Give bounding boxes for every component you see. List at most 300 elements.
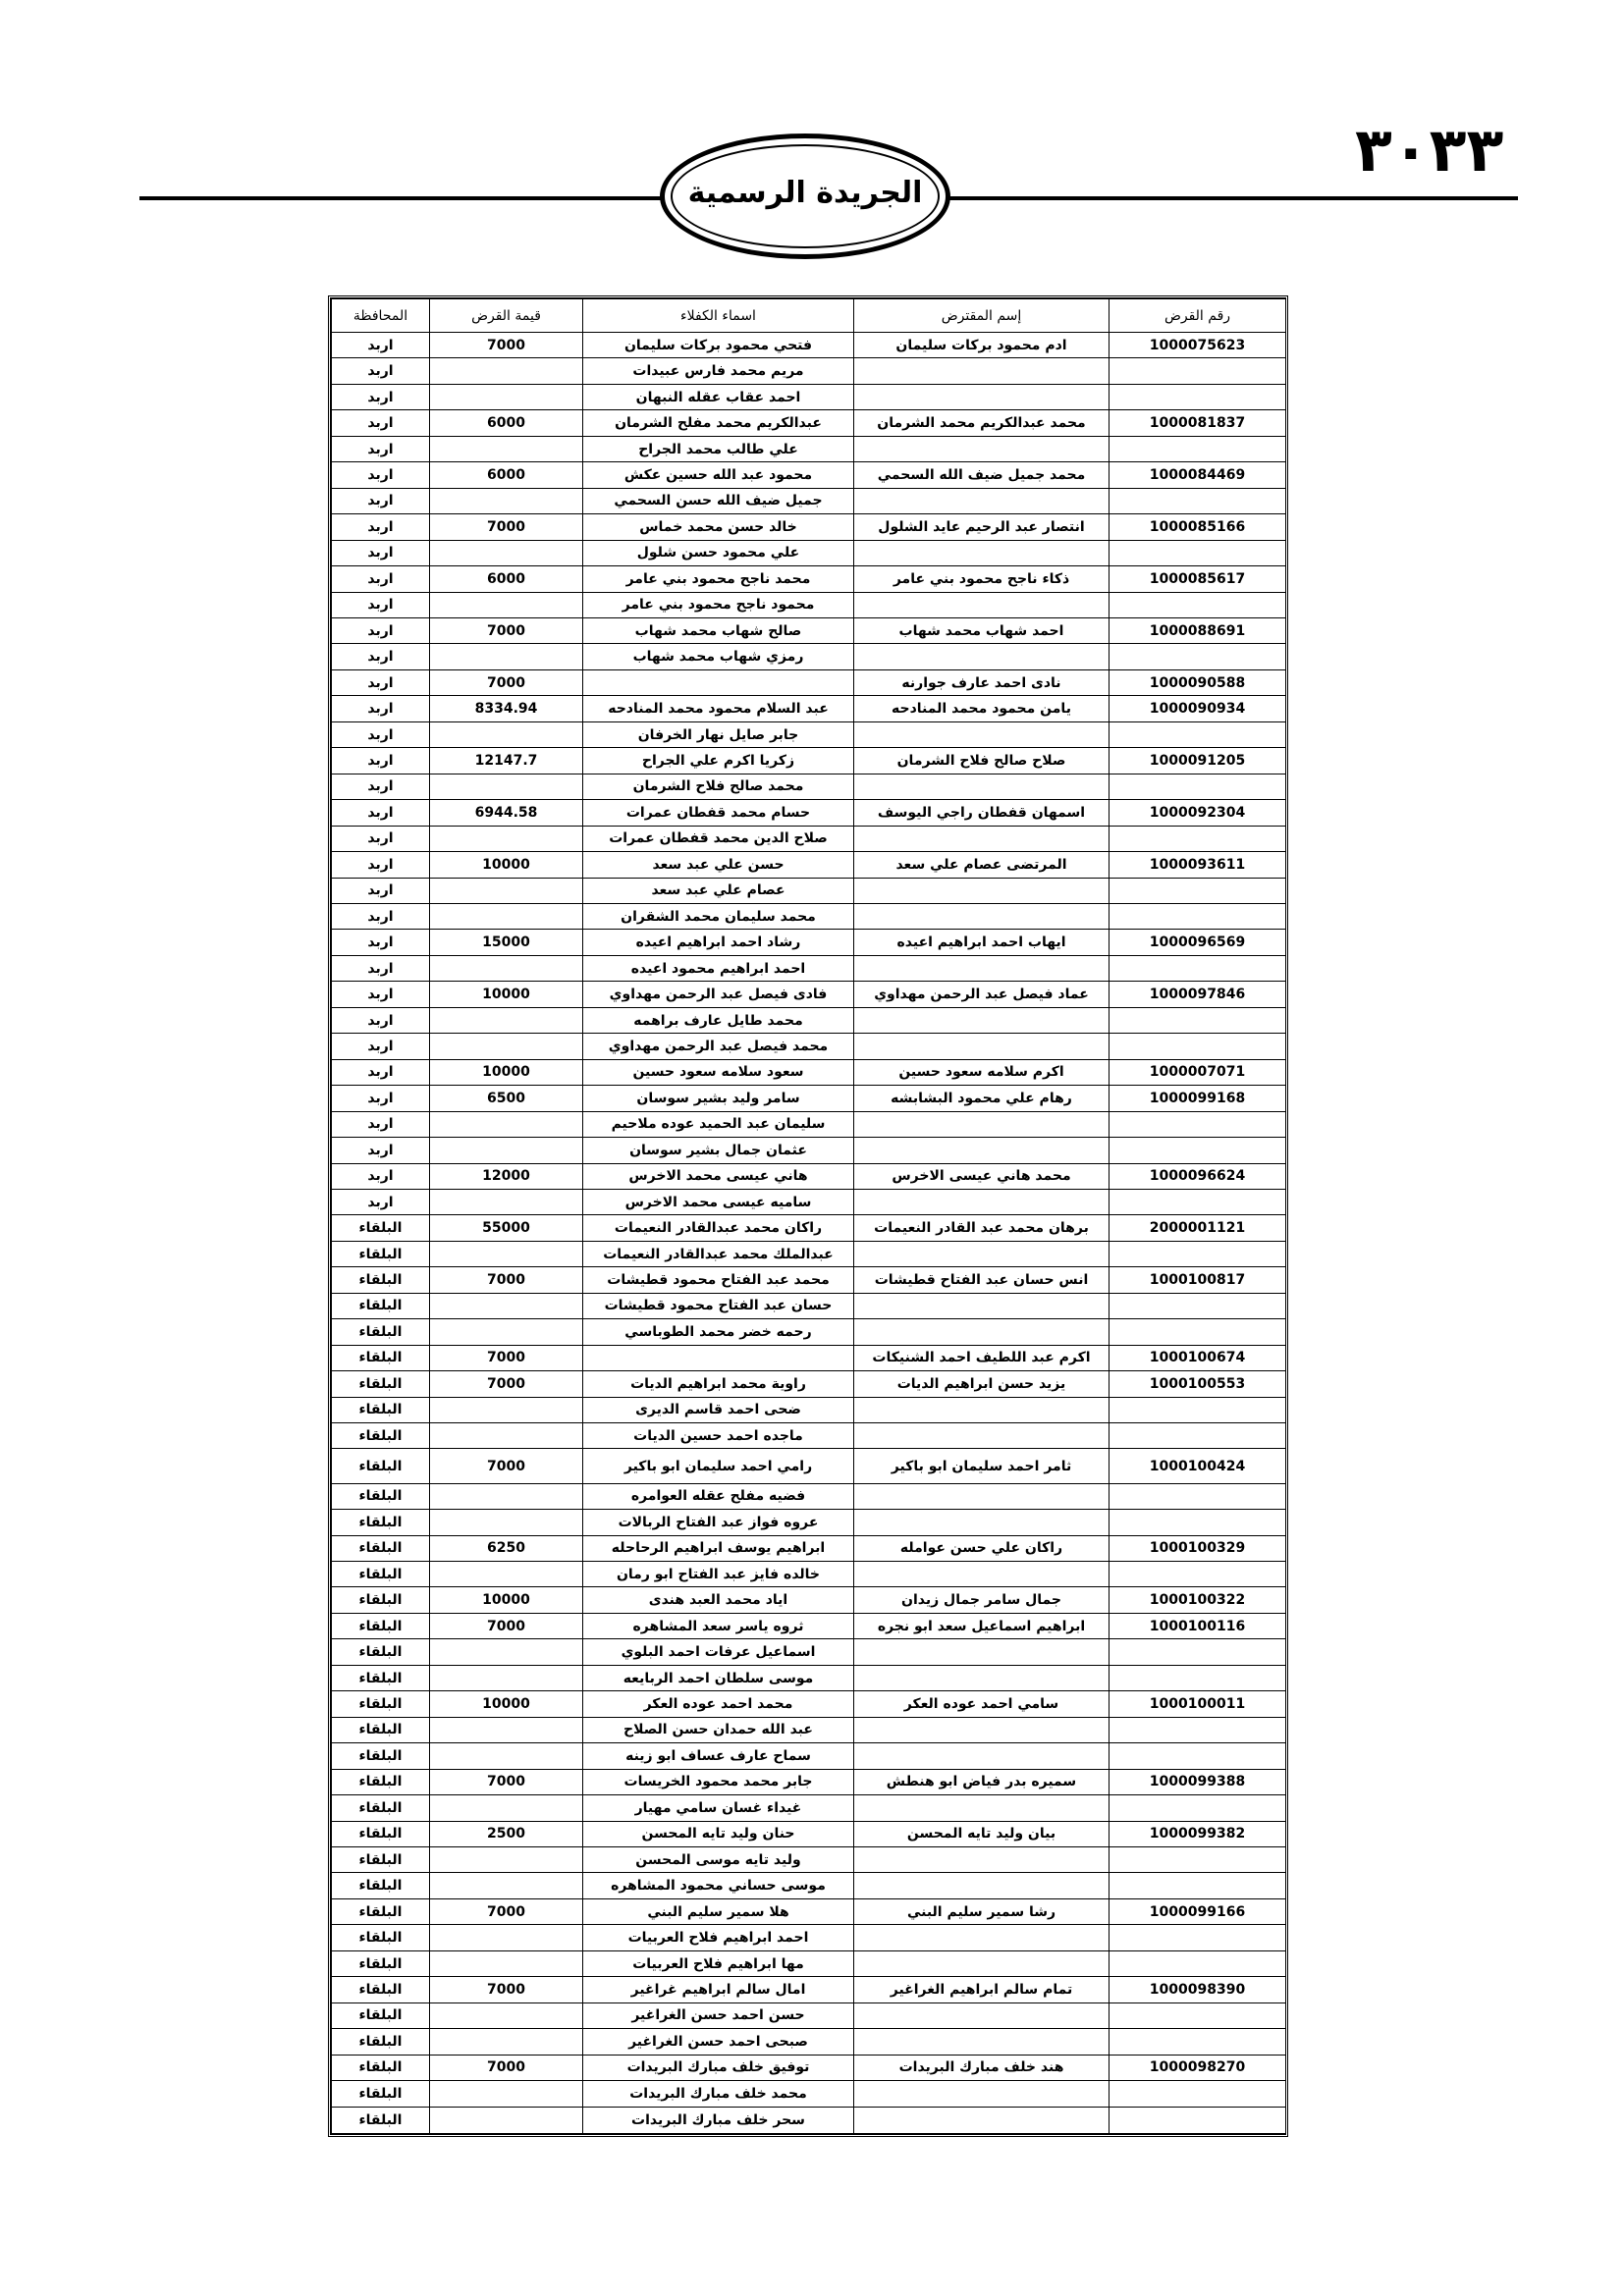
loan-number-cell	[1110, 1138, 1286, 1163]
loan-amount-cell	[430, 1483, 583, 1509]
governorate-cell: البلقاء	[332, 1535, 430, 1561]
loan-amount-cell: 12147.7	[430, 748, 583, 774]
loan-number-cell	[1110, 903, 1286, 929]
governorate-cell: البلقاء	[332, 1821, 430, 1846]
guarantor-name-cell: سماح عارف عساف ابو زينه	[583, 1743, 854, 1769]
loan-amount-cell: 2500	[430, 1821, 583, 1846]
table-row	[332, 1007, 1286, 1033]
guarantor-name-cell: مريم محمد فارس عبيدات	[583, 358, 854, 384]
table-row	[332, 540, 1286, 565]
loan-amount-cell	[430, 2107, 583, 2133]
guarantor-name-cell: سحر خلف مبارك البريدات	[583, 2107, 854, 2133]
governorate-cell: البلقاء	[332, 1847, 430, 1873]
page-number: ٣٠٣٣	[1355, 114, 1504, 186]
governorate-cell: اربد	[332, 1163, 430, 1189]
loan-amount-cell: 7000	[430, 1449, 583, 1483]
loan-number-cell	[1110, 1665, 1286, 1690]
guarantor-name-cell	[583, 1345, 854, 1370]
loan-number-cell	[1110, 1483, 1286, 1509]
loan-amount-cell: 10000	[430, 1059, 583, 1085]
table-row	[332, 1873, 1286, 1898]
governorate-cell: اربد	[332, 1111, 430, 1137]
table-row	[332, 358, 1286, 384]
loan-number-cell	[1110, 2002, 1286, 2028]
loan-number-cell	[1110, 1795, 1286, 1821]
table-row	[332, 1743, 1286, 1769]
guarantor-name-cell: عبد السلام محمود محمد المنادحه	[583, 696, 854, 721]
loan-number-cell: 1000007071	[1110, 1059, 1286, 1085]
table-row	[332, 1215, 1286, 1241]
governorate-cell: اربد	[332, 1059, 430, 1085]
borrower-name-cell: صلاح صالح فلاح الشرمان	[854, 748, 1110, 774]
borrower-name-cell	[854, 878, 1110, 903]
table-row	[332, 2107, 1286, 2133]
loan-number-cell: 1000081837	[1110, 410, 1286, 436]
loan-number-cell: 1000092304	[1110, 800, 1286, 826]
governorate-cell: البلقاء	[332, 1587, 430, 1613]
loan-amount-cell: 12000	[430, 1163, 583, 1189]
borrower-name-cell: انتصار عبد الرحيم عايد الشلول	[854, 514, 1110, 540]
governorate-cell: البلقاء	[332, 1950, 430, 1976]
guarantor-name-cell: عبد الله حمدان حسن الصلاح	[583, 1717, 854, 1742]
loan-number-cell	[1110, 2107, 1286, 2133]
guarantor-name-cell: وليد تايه موسى المحسن	[583, 1847, 854, 1873]
guarantor-name-cell: حنان وليد تايه المحسن	[583, 1821, 854, 1846]
table-row	[332, 852, 1286, 878]
guarantor-name-cell: حسن احمد حسن الغراغير	[583, 2002, 854, 2028]
borrower-name-cell	[854, 955, 1110, 981]
guarantor-name-cell: موسى سلطان احمد الربايعه	[583, 1665, 854, 1690]
table-row	[332, 644, 1286, 669]
governorate-cell: اربد	[332, 1189, 430, 1214]
loan-amount-cell	[430, 436, 583, 461]
borrower-name-cell: انس حسان عبد الفتاح قطيشات	[854, 1267, 1110, 1293]
loan-amount-cell	[430, 1111, 583, 1137]
loan-amount-cell	[430, 540, 583, 565]
borrower-name-cell	[854, 1795, 1110, 1821]
borrower-name-cell	[854, 384, 1110, 409]
table-row	[332, 1562, 1286, 1587]
guarantor-name-cell: ثروه ياسر سعد المشاهره	[583, 1613, 854, 1638]
governorate-cell: البلقاء	[332, 1795, 430, 1821]
borrower-name-cell	[854, 2002, 1110, 2028]
loan-number-cell: 2000001121	[1110, 1215, 1286, 1241]
loan-amount-cell: 7000	[430, 514, 583, 540]
guarantor-name-cell: احمد عقاب عقله النبهان	[583, 384, 854, 409]
borrower-name-cell	[854, 1717, 1110, 1742]
borrower-name-cell: برهان محمد عبد القادر النعيمات	[854, 1215, 1110, 1241]
loan-amount-cell	[430, 1639, 583, 1665]
governorate-cell: البلقاء	[332, 1267, 430, 1293]
loan-number-cell	[1110, 384, 1286, 409]
table-row	[332, 1510, 1286, 1535]
table-row	[332, 1613, 1286, 1638]
loan-amount-cell	[430, 1717, 583, 1742]
table-row	[332, 410, 1286, 436]
borrower-name-cell: تمام سالم ابراهيم الغراغير	[854, 1977, 1110, 2002]
loan-amount-cell	[430, 1795, 583, 1821]
header-guarantor-names: اسماء الكفلاء	[583, 299, 854, 333]
table-row	[332, 1059, 1286, 1085]
guarantor-name-cell: سعود سلامه سعود حسين	[583, 1059, 854, 1085]
table-row	[332, 1665, 1286, 1690]
governorate-cell: اربد	[332, 878, 430, 903]
loan-number-cell: 1000096569	[1110, 930, 1286, 955]
loan-amount-cell	[430, 644, 583, 669]
loan-number-cell	[1110, 358, 1286, 384]
guarantor-name-cell: جميل ضيف الله حسن السحمي	[583, 488, 854, 513]
borrower-name-cell	[854, 721, 1110, 747]
loan-amount-cell: 7000	[430, 1267, 583, 1293]
loan-amount-cell	[430, 1925, 583, 1950]
governorate-cell: اربد	[332, 721, 430, 747]
governorate-cell: اربد	[332, 514, 430, 540]
guarantor-name-cell: عبدالكريم محمد مفلح الشرمان	[583, 410, 854, 436]
governorate-cell: اربد	[332, 566, 430, 592]
loan-number-cell: 1000100817	[1110, 1267, 1286, 1293]
loan-number-cell	[1110, 1319, 1286, 1345]
loan-number-cell	[1110, 1873, 1286, 1898]
governorate-cell: البلقاء	[332, 1510, 430, 1535]
governorate-cell: اربد	[332, 617, 430, 643]
loan-amount-cell	[430, 2002, 583, 2028]
borrower-name-cell	[854, 358, 1110, 384]
borrower-name-cell: ابراهيم اسماعيل سعد ابو نجره	[854, 1613, 1110, 1638]
table-row	[332, 617, 1286, 643]
table-row	[332, 1639, 1286, 1665]
borrower-name-cell	[854, 2029, 1110, 2055]
borrower-name-cell	[854, 436, 1110, 461]
borrower-name-cell	[854, 540, 1110, 565]
loan-number-cell: 1000090588	[1110, 669, 1286, 695]
governorate-cell: البلقاء	[332, 1665, 430, 1690]
borrower-name-cell	[854, 592, 1110, 617]
table-row	[332, 1138, 1286, 1163]
guarantor-name-cell: محمد فيصل عبد الرحمن مهداوي	[583, 1034, 854, 1059]
loan-amount-cell	[430, 384, 583, 409]
table-row	[332, 1111, 1286, 1137]
loan-amount-cell	[430, 1847, 583, 1873]
governorate-cell: البلقاء	[332, 1873, 430, 1898]
governorate-cell: اربد	[332, 955, 430, 981]
table-row	[332, 1795, 1286, 1821]
guarantor-name-cell: زكريا اكرم علي الجراح	[583, 748, 854, 774]
governorate-cell: اربد	[332, 982, 430, 1007]
guarantor-name-cell: غيداء غسان سامي مهيار	[583, 1795, 854, 1821]
guarantor-name-cell: خالد حسن محمد خماس	[583, 514, 854, 540]
loan-amount-cell	[430, 1007, 583, 1033]
table-row	[332, 774, 1286, 799]
table-row	[332, 1977, 1286, 2002]
governorate-cell: البلقاء	[332, 2107, 430, 2133]
guarantor-name-cell: ضحى احمد قاسم الديرى	[583, 1397, 854, 1422]
table-row	[332, 488, 1286, 513]
governorate-cell: البلقاء	[332, 1423, 430, 1449]
table-row	[332, 1691, 1286, 1717]
loan-number-cell: 1000099388	[1110, 1769, 1286, 1794]
loan-amount-cell	[430, 1743, 583, 1769]
guarantor-name-cell: موسى حساني محمود المشاهره	[583, 1873, 854, 1898]
guarantor-name-cell: رشاد احمد ابراهيم اعيده	[583, 930, 854, 955]
loan-number-cell	[1110, 1510, 1286, 1535]
guarantor-name-cell: اياد محمد العبد هندى	[583, 1587, 854, 1613]
governorate-cell: البلقاء	[332, 1319, 430, 1345]
loan-number-cell	[1110, 2081, 1286, 2107]
loan-number-cell	[1110, 1423, 1286, 1449]
governorate-cell: البلقاء	[332, 2029, 430, 2055]
loan-number-cell: 1000099166	[1110, 1898, 1286, 1924]
table-row	[332, 1898, 1286, 1924]
table-row	[332, 1163, 1286, 1189]
loan-amount-cell: 7000	[430, 1371, 583, 1397]
guarantor-name-cell: محمد احمد عوده العكر	[583, 1691, 854, 1717]
table-row	[332, 592, 1286, 617]
guarantor-name-cell: ابراهيم يوسف ابراهيم الرحاحله	[583, 1535, 854, 1561]
loan-amount-cell	[430, 1510, 583, 1535]
loan-amount-cell	[430, 1873, 583, 1898]
guarantor-name-cell: محمد سليمان محمد الشقران	[583, 903, 854, 929]
loan-number-cell	[1110, 1111, 1286, 1137]
guarantor-name-cell: ساميه عيسى محمد الاخرس	[583, 1189, 854, 1214]
table-row	[332, 566, 1286, 592]
header-governorate: المحافظة	[332, 299, 430, 333]
loan-amount-cell: 6250	[430, 1535, 583, 1561]
header-borrower-name: إسم المقترض	[854, 299, 1110, 333]
table-row	[332, 333, 1286, 358]
loan-number-cell	[1110, 644, 1286, 669]
borrower-name-cell	[854, 488, 1110, 513]
governorate-cell: البلقاء	[332, 1717, 430, 1742]
loan-number-cell	[1110, 2029, 1286, 2055]
governorate-cell: البلقاء	[332, 1449, 430, 1483]
loan-number-cell	[1110, 721, 1286, 747]
loan-number-cell: 1000097846	[1110, 982, 1286, 1007]
borrower-name-cell	[854, 1665, 1110, 1690]
loan-number-cell: 1000088691	[1110, 617, 1286, 643]
loan-amount-cell: 10000	[430, 1587, 583, 1613]
loan-amount-cell: 7000	[430, 333, 583, 358]
guarantor-name-cell: عروه فواز عبد الفتاح الربالات	[583, 1510, 854, 1535]
table-row	[332, 903, 1286, 929]
governorate-cell: اربد	[332, 930, 430, 955]
guarantor-name-cell: علي محمود حسن شلول	[583, 540, 854, 565]
loan-amount-cell: 7000	[430, 1898, 583, 1924]
table-row	[332, 1189, 1286, 1214]
guarantor-name-cell: راكان محمد عبدالقادر النعيمات	[583, 1215, 854, 1241]
governorate-cell: البلقاء	[332, 2055, 430, 2080]
loan-amount-cell: 15000	[430, 930, 583, 955]
loan-number-cell: 1000085166	[1110, 514, 1286, 540]
governorate-cell: البلقاء	[332, 1613, 430, 1638]
loan-amount-cell	[430, 1034, 583, 1059]
borrower-name-cell: محمد عبدالكريم محمد الشرمان	[854, 410, 1110, 436]
table-row	[332, 1345, 1286, 1370]
loan-amount-cell: 6000	[430, 566, 583, 592]
loan-number-cell	[1110, 1007, 1286, 1033]
table-row	[332, 2081, 1286, 2107]
loan-number-cell	[1110, 488, 1286, 513]
loan-amount-cell	[430, 903, 583, 929]
borrower-name-cell	[854, 1562, 1110, 1587]
loan-number-cell: 1000091205	[1110, 748, 1286, 774]
table-row	[332, 514, 1286, 540]
guarantor-name-cell: سليمان عبد الحميد عوده ملاحيم	[583, 1111, 854, 1137]
loan-amount-cell	[430, 1293, 583, 1318]
borrower-name-cell	[854, 774, 1110, 799]
loan-number-cell	[1110, 1241, 1286, 1266]
loan-number-cell	[1110, 955, 1286, 981]
loan-number-cell: 1000100011	[1110, 1691, 1286, 1717]
loan-amount-cell: 6944.58	[430, 800, 583, 826]
governorate-cell: اربد	[332, 462, 430, 488]
loan-number-cell: 1000093611	[1110, 852, 1286, 878]
borrower-name-cell	[854, 1007, 1110, 1033]
loan-number-cell	[1110, 774, 1286, 799]
borrower-name-cell	[854, 1034, 1110, 1059]
borrower-name-cell: نادى احمد عارف جوارنه	[854, 669, 1110, 695]
loan-amount-cell: 7000	[430, 1345, 583, 1370]
loan-number-cell	[1110, 1950, 1286, 1976]
borrower-name-cell: يزيد حسن ابراهيم الديات	[854, 1371, 1110, 1397]
table-row	[332, 462, 1286, 488]
borrower-name-cell	[854, 1483, 1110, 1509]
governorate-cell: البلقاء	[332, 1977, 430, 2002]
loan-number-cell	[1110, 1397, 1286, 1422]
guarantor-name-cell: محمد ناجح محمود بني عامر	[583, 566, 854, 592]
borrower-name-cell	[854, 1111, 1110, 1137]
governorate-cell: البلقاء	[332, 1743, 430, 1769]
loan-amount-cell	[430, 1950, 583, 1976]
governorate-cell: اربد	[332, 1034, 430, 1059]
borrower-name-cell	[854, 903, 1110, 929]
guarantor-name-cell: فضيه مفلح عقله العوامره	[583, 1483, 854, 1509]
gazette-emblem	[660, 133, 950, 259]
loan-amount-cell: 6500	[430, 1086, 583, 1111]
governorate-cell: اربد	[332, 384, 430, 409]
guarantor-name-cell: رمزي شهاب محمد شهاب	[583, 644, 854, 669]
loan-number-cell	[1110, 1189, 1286, 1214]
table-row	[332, 800, 1286, 826]
loan-number-cell	[1110, 1925, 1286, 1950]
borrower-name-cell	[854, 1873, 1110, 1898]
table-row	[332, 1925, 1286, 1950]
table-row	[332, 1241, 1286, 1266]
loan-number-cell	[1110, 1743, 1286, 1769]
guarantor-name-cell: احمد ابراهيم محمود اعيده	[583, 955, 854, 981]
table-row	[332, 2029, 1286, 2055]
borrower-name-cell: جمال سامر جمال زيدان	[854, 1587, 1110, 1613]
governorate-cell: اربد	[332, 748, 430, 774]
table-row	[332, 696, 1286, 721]
loan-amount-cell	[430, 955, 583, 981]
guarantor-name-cell: راوية محمد ابراهيم الديات	[583, 1371, 854, 1397]
table-row	[332, 1267, 1286, 1293]
borrower-name-cell	[854, 1950, 1110, 1976]
governorate-cell: البلقاء	[332, 2002, 430, 2028]
borrower-name-cell: ثامر احمد سليمان ابو باكير	[854, 1449, 1110, 1483]
table-row	[332, 2002, 1286, 2028]
governorate-cell: اربد	[332, 800, 430, 826]
loan-amount-cell	[430, 592, 583, 617]
table-row	[332, 1769, 1286, 1794]
governorate-cell: اربد	[332, 1007, 430, 1033]
governorate-cell: اربد	[332, 333, 430, 358]
borrower-name-cell: ادم محمود بركات سليمان	[854, 333, 1110, 358]
guarantor-name-cell: محمد عبد الفتاح محمود قطيشات	[583, 1267, 854, 1293]
loan-amount-cell	[430, 1189, 583, 1214]
table-row	[332, 1717, 1286, 1742]
table-row	[332, 669, 1286, 695]
loan-number-cell: 1000090934	[1110, 696, 1286, 721]
borrower-name-cell	[854, 1423, 1110, 1449]
loan-number-cell: 1000100674	[1110, 1345, 1286, 1370]
table-row	[332, 826, 1286, 851]
loan-amount-cell: 7000	[430, 669, 583, 695]
loan-amount-cell: 6000	[430, 462, 583, 488]
guarantor-name-cell: محمد صالح فلاح الشرمان	[583, 774, 854, 799]
borrower-name-cell: اكرم عبد اللطيف احمد الشنيكات	[854, 1345, 1110, 1370]
table-row	[332, 930, 1286, 955]
loan-amount-cell: 7000	[430, 617, 583, 643]
guarantor-name-cell: فادى فيصل عبد الرحمن مهداوي	[583, 982, 854, 1007]
borrower-name-cell: المرتضى عصام علي سعد	[854, 852, 1110, 878]
borrower-name-cell: يامن محمود محمد المنادحه	[854, 696, 1110, 721]
table-row	[332, 1587, 1286, 1613]
borrower-name-cell	[854, 1397, 1110, 1422]
borrower-name-cell: هند خلف مبارك البريدات	[854, 2055, 1110, 2080]
loan-amount-cell: 10000	[430, 1691, 583, 1717]
governorate-cell: البلقاء	[332, 1371, 430, 1397]
loan-number-cell	[1110, 1847, 1286, 1873]
loan-amount-cell	[430, 2029, 583, 2055]
guarantor-name-cell: صبحى احمد حسن الغراغير	[583, 2029, 854, 2055]
borrower-name-cell: احمد شهاب محمد شهاب	[854, 617, 1110, 643]
loan-amount-cell: 8334.94	[430, 696, 583, 721]
governorate-cell: البلقاء	[332, 1345, 430, 1370]
borrower-name-cell	[854, 1293, 1110, 1318]
governorate-cell: البلقاء	[332, 1639, 430, 1665]
loan-amount-cell	[430, 1138, 583, 1163]
loan-number-cell: 1000098390	[1110, 1977, 1286, 2002]
governorate-cell: اربد	[332, 669, 430, 695]
guarantor-name-cell: محمود عبد الله حسين عكش	[583, 462, 854, 488]
borrower-name-cell	[854, 2081, 1110, 2107]
guarantor-name-cell: جابر صايل نهار الخرفان	[583, 721, 854, 747]
loan-number-cell: 1000075623	[1110, 333, 1286, 358]
header-loan-number: رقم القرض	[1110, 299, 1286, 333]
borrower-name-cell: رشا سمير سليم البني	[854, 1898, 1110, 1924]
loan-amount-cell	[430, 1423, 583, 1449]
loan-number-cell	[1110, 592, 1286, 617]
guarantor-name-cell: هلا سمير سليم البني	[583, 1898, 854, 1924]
table-row	[332, 748, 1286, 774]
table-row	[332, 1483, 1286, 1509]
loan-number-cell: 1000099382	[1110, 1821, 1286, 1846]
guarantor-name-cell: ماجده احمد حسين الديات	[583, 1423, 854, 1449]
governorate-cell: البلقاء	[332, 1397, 430, 1422]
guarantor-name-cell: صالح شهاب محمد شهاب	[583, 617, 854, 643]
table-body	[332, 333, 1286, 2134]
governorate-cell: اربد	[332, 540, 430, 565]
table-row	[332, 384, 1286, 409]
governorate-cell: البلقاء	[332, 2081, 430, 2107]
table-row	[332, 1371, 1286, 1397]
guarantor-name-cell: عبدالملك محمد عبدالقادر النعيمات	[583, 1241, 854, 1266]
loan-amount-cell	[430, 1562, 583, 1587]
table-row	[332, 1293, 1286, 1318]
borrower-name-cell	[854, 1510, 1110, 1535]
table-row	[332, 436, 1286, 461]
